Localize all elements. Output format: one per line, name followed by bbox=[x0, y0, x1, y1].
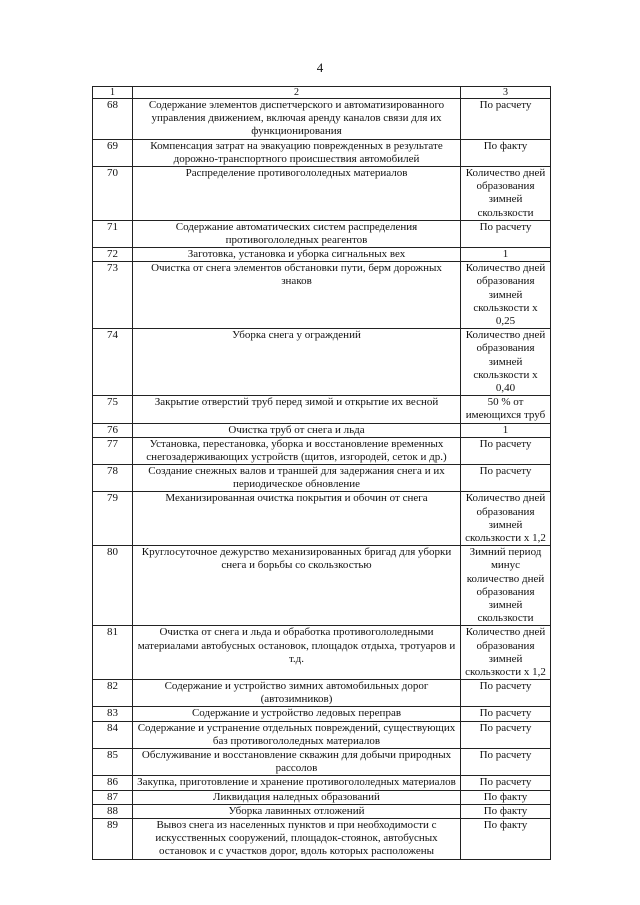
work-norm: По расчету bbox=[461, 99, 551, 140]
row-number: 84 bbox=[93, 721, 133, 748]
table-row bbox=[93, 626, 551, 680]
work-norm: По расчету bbox=[461, 721, 551, 748]
work-norm: 1 bbox=[461, 423, 551, 437]
work-name: Уборка лавинных отложений bbox=[133, 804, 461, 818]
row-number: 78 bbox=[93, 465, 133, 492]
work-name: Очистка труб от снега и льда bbox=[133, 423, 461, 437]
header-col-2: 2 bbox=[133, 87, 461, 99]
row-number: 74 bbox=[93, 329, 133, 396]
work-name: Ликвидация наледных образований bbox=[133, 790, 461, 804]
row-number: 72 bbox=[93, 248, 133, 262]
page-number: 4 bbox=[316, 60, 324, 75]
table-header-row bbox=[93, 87, 551, 99]
work-norm: По факту bbox=[461, 804, 551, 818]
work-name: Содержание и устранение отдельных повреждений, существующих баз противогололедных материалов bbox=[133, 721, 461, 748]
table-row bbox=[93, 546, 551, 626]
table-row bbox=[93, 139, 551, 166]
work-norm: Количество дней образования зимней скользкости х 0,40 bbox=[461, 329, 551, 396]
work-norm: По расчету bbox=[461, 749, 551, 776]
work-name: Механизированная очистка покрытия и обочин от снега bbox=[133, 492, 461, 546]
work-name: Закрытие отверстий труб перед зимой и открытие их весной bbox=[133, 396, 461, 423]
work-norm: По факту bbox=[461, 139, 551, 166]
table-row bbox=[93, 707, 551, 721]
work-norm: По факту bbox=[461, 790, 551, 804]
work-name: Очистка от снега и льда и обработка противогололедными материалами автобусных остановок, площадок отдыха, тротуаров и т.д. bbox=[133, 626, 461, 680]
table-row bbox=[93, 818, 551, 859]
row-number: 75 bbox=[93, 396, 133, 423]
work-name: Круглосуточное дежурство механизированных бригад для уборки снега и борьбы со скользкостью bbox=[133, 546, 461, 626]
row-number: 82 bbox=[93, 680, 133, 707]
table-row bbox=[93, 749, 551, 776]
table-row bbox=[93, 492, 551, 546]
row-number: 85 bbox=[93, 749, 133, 776]
table-row bbox=[93, 437, 551, 464]
row-number: 80 bbox=[93, 546, 133, 626]
table-row bbox=[93, 99, 551, 140]
work-norm: По расчету bbox=[461, 220, 551, 247]
work-name: Обслуживание и восстановление скважин для добычи природных рассолов bbox=[133, 749, 461, 776]
work-norm: По расчету bbox=[461, 437, 551, 464]
work-norm: Количество дней образования зимней скользкости bbox=[461, 166, 551, 220]
row-number: 87 bbox=[93, 790, 133, 804]
row-number: 76 bbox=[93, 423, 133, 437]
work-name: Очистка от снега элементов обстановки пути, берм дорожных знаков bbox=[133, 262, 461, 329]
work-norm: Количество дней образования зимней скользкости х 1,2 bbox=[461, 626, 551, 680]
row-number: 69 bbox=[93, 139, 133, 166]
work-name: Создание снежных валов и траншей для задержания снега и их периодическое обновление bbox=[133, 465, 461, 492]
work-name: Содержание элементов диспетчерского и автоматизированного управления движением, включая аренду каналов связи для их функционирования bbox=[133, 99, 461, 140]
table-row bbox=[93, 790, 551, 804]
table-row bbox=[93, 396, 551, 423]
table-row bbox=[93, 262, 551, 329]
row-number: 88 bbox=[93, 804, 133, 818]
row-number: 89 bbox=[93, 818, 133, 859]
header-col-1: 1 bbox=[93, 87, 133, 99]
row-number: 71 bbox=[93, 220, 133, 247]
work-name: Вывоз снега из населенных пунктов и при необходимости с искусственных сооружений, площадок-стоянок, автобусных остановок и с участков дорог, вдоль которых расположены bbox=[133, 818, 461, 859]
table-row bbox=[93, 804, 551, 818]
work-name: Установка, перестановка, уборка и восстановление временных снегозадерживающих устройств (щитов, изгородей, сеток и др.) bbox=[133, 437, 461, 464]
works-table bbox=[92, 86, 551, 860]
work-name: Уборка снега у ограждений bbox=[133, 329, 461, 396]
work-name: Закупка, приготовление и хранение противогололедных материалов bbox=[133, 776, 461, 790]
row-number: 86 bbox=[93, 776, 133, 790]
work-norm: Количество дней образования зимней скользкости х 0,25 bbox=[461, 262, 551, 329]
table-row bbox=[93, 248, 551, 262]
work-name: Компенсация затрат на эвакуацию поврежденных в результате дорожно-транспортного происшествия автомобилей bbox=[133, 139, 461, 166]
table-row bbox=[93, 776, 551, 790]
work-name: Содержание автоматических систем распределения противогололедных реагентов bbox=[133, 220, 461, 247]
work-name: Заготовка, установка и уборка сигнальных вех bbox=[133, 248, 461, 262]
work-norm: 50 % от имеющихся труб bbox=[461, 396, 551, 423]
row-number: 70 bbox=[93, 166, 133, 220]
work-name: Распределение противогололедных материалов bbox=[133, 166, 461, 220]
work-norm: Количество дней образования зимней скользкости х 1,2 bbox=[461, 492, 551, 546]
table-row bbox=[93, 465, 551, 492]
work-norm: По расчету bbox=[461, 465, 551, 492]
table-row bbox=[93, 166, 551, 220]
work-name: Содержание и устройство ледовых переправ bbox=[133, 707, 461, 721]
work-norm: 1 bbox=[461, 248, 551, 262]
row-number: 73 bbox=[93, 262, 133, 329]
header-col-3: 3 bbox=[461, 87, 551, 99]
row-number: 81 bbox=[93, 626, 133, 680]
table-row bbox=[93, 721, 551, 748]
table-row bbox=[93, 329, 551, 396]
row-number: 79 bbox=[93, 492, 133, 546]
work-name: Содержание и устройство зимних автомобильных дорог (автозимников) bbox=[133, 680, 461, 707]
row-number: 77 bbox=[93, 437, 133, 464]
table-row bbox=[93, 220, 551, 247]
table-row bbox=[93, 680, 551, 707]
table-row bbox=[93, 423, 551, 437]
row-number: 68 bbox=[93, 99, 133, 140]
work-norm: По расчету bbox=[461, 707, 551, 721]
work-norm: Зимний период минус количество дней образования зимней скользкости bbox=[461, 546, 551, 626]
work-norm: По расчету bbox=[461, 680, 551, 707]
row-number: 83 bbox=[93, 707, 133, 721]
work-norm: По расчету bbox=[461, 776, 551, 790]
work-norm: По факту bbox=[461, 818, 551, 859]
